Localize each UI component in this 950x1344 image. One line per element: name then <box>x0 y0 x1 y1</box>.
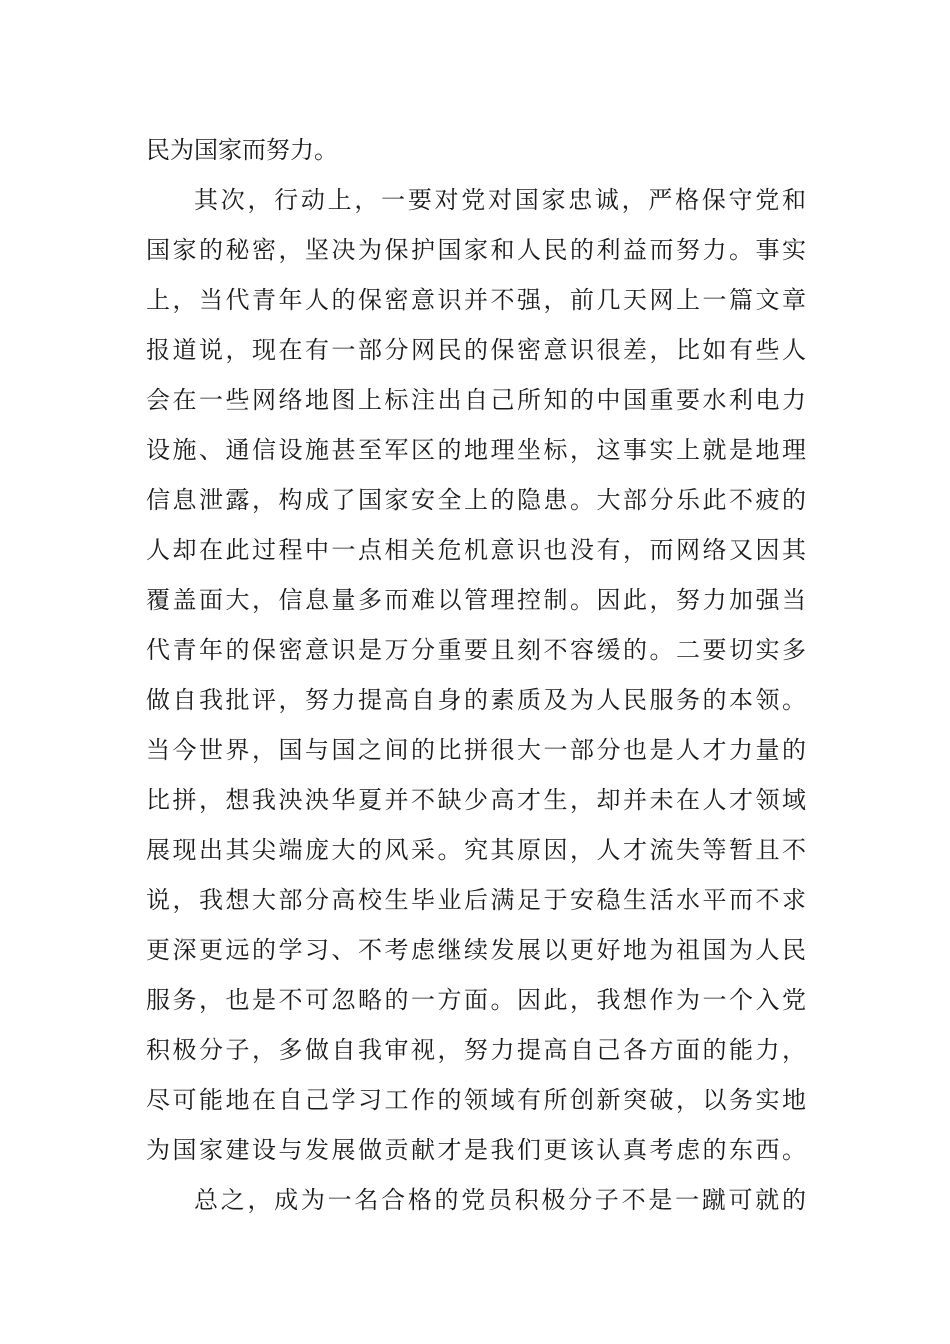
paragraph-start-line: 总之，成为一名合格的党员积极分子不是一蹴可就的 <box>194 1186 806 1214</box>
text-line-14: 比拼，想我泱泱华夏并不缺少高才生，却并未在人才领域 <box>146 786 806 814</box>
text-line-18: 服务，也是不可忽略的一方面。因此，我想作为一个入党 <box>146 986 806 1014</box>
text-line-8: 信息泄露，构成了国家安全上的隐患。大部分乐此不疲的 <box>146 486 806 514</box>
text-line-10: 覆盖面大，信息量多而难以管理控制。因此，努力加强当 <box>146 586 806 614</box>
text-line-19: 积极分子，多做自我审视，努力提高自己各方面的能力， <box>146 1036 806 1064</box>
text-line-21: 为国家建设与发展做贡献才是我们更该认真考虑的东西。 <box>146 1136 806 1164</box>
text-line-20: 尽可能地在自己学习工作的领域有所创新突破，以务实地 <box>146 1086 806 1114</box>
text-line-15: 展现出其尖端庞大的风采。究其原因，人才流失等暂且不 <box>146 836 806 864</box>
text-line-13: 当今世界，国与国之间的比拼很大一部分也是人才力量的 <box>146 736 806 764</box>
text-line-3: 国家的秘密，坚决为保护国家和人民的利益而努力。事实 <box>146 236 806 264</box>
text-line-1: 民为国家而努力。 <box>146 136 338 164</box>
paragraph-start-line: 其次，行动上，一要对党对国家忠诚，严格保守党和 <box>194 186 806 214</box>
text-line-17: 更深更远的学习、不考虑继续发展以更好地为祖国为人民 <box>146 936 806 964</box>
text-line-9: 人却在此过程中一点相关危机意识也没有，而网络又因其 <box>146 536 806 564</box>
text-line-4: 上，当代青年人的保密意识并不强，前几天网上一篇文章 <box>146 286 806 314</box>
text-line-6: 会在一些网络地图上标注出自己所知的中国重要水利电力 <box>146 386 806 414</box>
text-line-16: 说，我想大部分高校生毕业后满足于安稳生活水平而不求 <box>146 886 806 914</box>
text-line-7: 设施、通信设施甚至军区的地理坐标，这事实上就是地理 <box>146 436 806 464</box>
text-line-5: 报道说，现在有一部分网民的保密意识很差，比如有些人 <box>146 336 806 364</box>
text-line-12: 做自我批评，努力提高自身的素质及为人民服务的本领。 <box>146 686 806 714</box>
text-line-11: 代青年的保密意识是万分重要且刻不容缓的。二要切实多 <box>146 636 806 664</box>
